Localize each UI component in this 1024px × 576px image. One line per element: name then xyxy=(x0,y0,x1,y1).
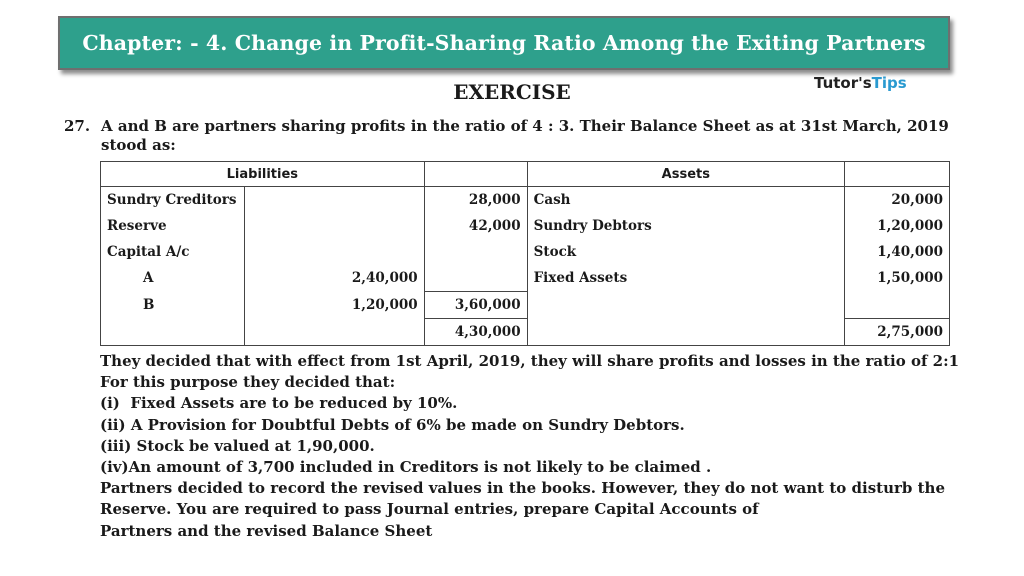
liability-amount xyxy=(424,265,527,292)
list-item: (i) Fixed Assets are to be reduced by 10%. xyxy=(100,394,458,413)
list-item: (ii) A Provision for Doubtful Debts of 6% be made on Sundry Debtors. xyxy=(100,415,685,434)
table-row xyxy=(101,292,950,319)
liability-amount: 3,60,000 xyxy=(424,292,527,319)
liability-label: B xyxy=(101,292,245,319)
table-header-row xyxy=(101,162,950,187)
details-line: For this purpose they decided that: xyxy=(100,373,396,392)
asset-label: Stock xyxy=(527,239,844,265)
asset-label: Sundry Debtors xyxy=(527,213,844,239)
details-line: They decided that with effect from 1st April, 2019, they will share profits and losses in the ratio of 2:1 xyxy=(100,352,960,370)
list-item: (iii) Stock be valued at 1,90,000. xyxy=(100,436,375,455)
closing-text: Partners decided to record the revised values in the books. However, they do not want to disturb the Reserve. You are required to pass Journal entries, prepare Capital Accounts of xyxy=(100,479,945,519)
liability-label: Sundry Creditors xyxy=(101,187,245,214)
liability-label: Capital A/c xyxy=(101,239,245,265)
asset-label: Cash xyxy=(527,187,844,214)
chapter-title: Chapter: - 4. Change in Profit-Sharing Ratio Among the Exiting Partners xyxy=(82,31,926,55)
liability-sub-amount xyxy=(244,187,424,214)
totals-row xyxy=(101,319,950,346)
asset-amount: 1,20,000 xyxy=(845,213,950,239)
assets-amount-header xyxy=(845,162,950,187)
logo-text-tutors: Tutor's xyxy=(814,74,872,92)
question-details xyxy=(100,351,960,542)
liability-sub-amount xyxy=(244,239,424,265)
logo-text-tips: Tips xyxy=(871,74,907,92)
liabilities-total: 4,30,000 xyxy=(424,319,527,346)
assets-header: Assets xyxy=(527,162,844,187)
list-item: (iv)An amount of 3,700 included in Creditors is not likely to be claimed . xyxy=(100,458,712,477)
chapter-banner xyxy=(58,16,950,70)
exercise-heading: EXERCISE xyxy=(453,80,571,104)
asset-amount: 1,50,000 xyxy=(845,265,950,292)
liability-sub-amount xyxy=(244,213,424,239)
liability-label: Reserve xyxy=(101,213,245,239)
liability-label: A xyxy=(101,265,245,292)
liabilities-amount-header xyxy=(424,162,527,187)
empty-cell xyxy=(527,319,844,346)
asset-amount: 1,40,000 xyxy=(845,239,950,265)
table-row xyxy=(101,187,950,214)
liability-amount: 42,000 xyxy=(424,213,527,239)
table-row xyxy=(101,265,950,292)
table-row xyxy=(101,239,950,265)
asset-label: Fixed Assets xyxy=(527,265,844,292)
empty-cell xyxy=(244,319,424,346)
empty-cell xyxy=(101,319,245,346)
asset-amount xyxy=(845,292,950,319)
table-row xyxy=(101,213,950,239)
asset-label xyxy=(527,292,844,319)
closing-text-end: Partners and the revised Balance Sheet xyxy=(100,521,433,540)
liabilities-header: Liabilities xyxy=(101,162,425,187)
question-text: A and B are partners sharing profits in the ratio of 4 : 3. Their Balance Sheet as at 31st March, 2019 stood as: xyxy=(101,117,949,154)
balance-sheet-table xyxy=(100,161,950,346)
liability-sub-amount: 1,20,000 xyxy=(244,292,424,319)
asset-amount: 20,000 xyxy=(845,187,950,214)
liability-sub-amount: 2,40,000 xyxy=(244,265,424,292)
question-number: 27. xyxy=(64,117,91,135)
assets-total: 2,75,000 xyxy=(845,319,950,346)
liability-amount xyxy=(424,239,527,265)
liability-amount: 28,000 xyxy=(424,187,527,214)
